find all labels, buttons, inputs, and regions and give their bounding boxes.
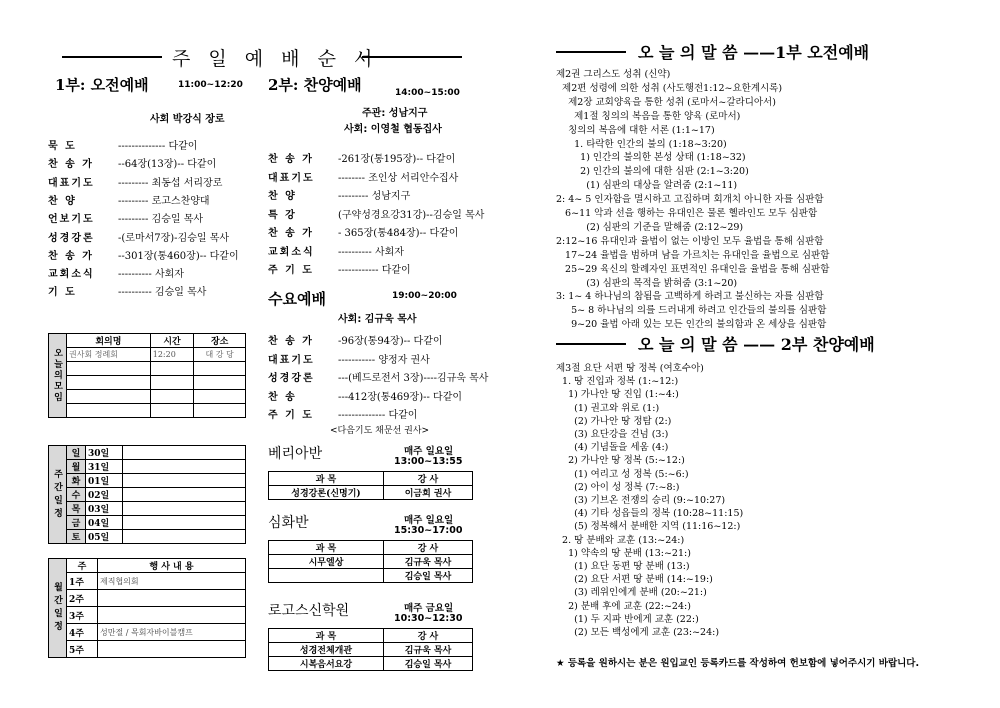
outline-line: (1) 권고와 위로 (1:) xyxy=(556,402,660,414)
order-value: -------------- 다같이 xyxy=(338,410,418,421)
class-name: 로고스신학원 xyxy=(268,603,350,619)
weekly-day: 월 xyxy=(67,460,86,474)
order-value: --------- 김승일 목사 xyxy=(118,214,204,226)
header2-rule xyxy=(556,343,626,345)
wed-presider: 사회: 김규욱 목사 xyxy=(338,314,417,325)
outline-line: 2) 분배 후에 교훈 (22:~24:) xyxy=(556,600,691,612)
order-label: 찬 양 xyxy=(268,191,297,202)
order-value: ---412장(통469장)-- 다같이 xyxy=(338,391,463,403)
order-label: 찬 송 가 xyxy=(268,228,314,239)
outline-line: (3) 심판의 목적을 밝혀줌 (3:1~20) xyxy=(556,277,738,289)
class-col-subject: 과 목 xyxy=(269,472,384,486)
monthly-col-week: 주 xyxy=(67,559,98,573)
order-label: 대표기도 xyxy=(268,354,315,366)
class-subject: 성경강론(신명기) xyxy=(269,486,384,500)
order-item xyxy=(268,261,411,276)
class-when: 매주 금요일 xyxy=(404,603,454,614)
outline-line: 제2권 그리스도 성취 (신약) xyxy=(556,69,671,80)
outline-line: (1) 심판의 대상을 알려줌 (2:1~11) xyxy=(556,180,738,192)
order-label: 기 도 xyxy=(48,287,77,299)
class-name: 심화반 xyxy=(268,515,309,531)
order-item xyxy=(268,351,430,366)
class-time: 15:30~17:00 xyxy=(394,525,463,536)
weekly-day: 수 xyxy=(67,488,86,502)
class-name: 베리아반 xyxy=(268,446,323,462)
outline-line: (3) 요단강을 건넘 (3:) xyxy=(556,429,669,440)
class-teacher: 김규욱 목사 xyxy=(384,643,473,657)
order-value: - 365장(통484장)-- 다같이 xyxy=(338,228,459,239)
outline-line: (4) 기념돌을 세움 (4:) xyxy=(556,442,669,454)
order-item xyxy=(48,192,210,207)
order-label: 교회소식 xyxy=(268,246,315,258)
order-label: 찬 송 가 xyxy=(48,159,94,171)
order-label: 성경강론 xyxy=(48,232,95,244)
order-value: -(로마서7장)-김승일 목사 xyxy=(118,232,230,244)
order-value: -------------- 다같이 xyxy=(118,141,198,152)
outline-line: 17~24 율법을 범하며 남을 가르치는 유대인을 율법으로 심판함 xyxy=(556,249,830,261)
class-time: 13:00~13:55 xyxy=(394,456,463,467)
order-item xyxy=(48,229,229,244)
monthly-col-event: 행 사 내 용 xyxy=(98,559,246,573)
class-col-subject: 과 목 xyxy=(269,629,384,643)
title-rule-left xyxy=(62,56,162,58)
weekly-date: 04일 xyxy=(86,516,123,530)
outline-line: (5) 정복해서 분배한 지역 (11:16~12:) xyxy=(556,521,741,533)
meeting-cell-place: 대 강 당 xyxy=(194,348,246,362)
wed-time: 19:00~20:00 xyxy=(392,291,457,301)
order-value: --------- 최동섭 서리장로 xyxy=(118,177,223,189)
meeting-header-place: 장소 xyxy=(194,334,246,348)
weekly-day: 목 xyxy=(67,502,86,516)
service2-name: 2부: 찬양예배 xyxy=(268,76,362,94)
weekly-date: 30일 xyxy=(86,446,123,460)
order-label: 묵 도 xyxy=(48,141,77,152)
outline-line: (1) 요단 동편 땅 분배 (13:) xyxy=(556,561,690,572)
outline-line: (4) 기타 성읍들의 정복 (10:28~11:15) xyxy=(556,508,744,520)
order-value: --64장(13장)-- 다같이 xyxy=(118,159,217,171)
monthly-week: 1주 xyxy=(67,573,98,590)
class-time: 10:30~12:30 xyxy=(394,613,463,624)
order-item xyxy=(48,137,197,152)
order-item xyxy=(48,265,184,280)
order-item xyxy=(48,174,222,189)
outline-line: 2) 인간의 불의에 대한 심판 (2:1~3:20) xyxy=(556,166,749,178)
weekly-day: 토 xyxy=(67,530,86,544)
order-label: 찬 양 xyxy=(48,195,77,207)
order-value: --------- 로고스찬양대 xyxy=(118,195,210,207)
order-item xyxy=(268,388,462,403)
weekly-event xyxy=(123,516,246,530)
monthly-week: 3주 xyxy=(67,607,98,624)
outline-line: 9~20 율법 아래 있는 모든 인간의 불의함과 온 세상을 심판함 xyxy=(556,319,827,331)
order-item xyxy=(268,224,458,239)
class-teacher: 김규욱 목사 xyxy=(384,555,473,569)
monthly-event xyxy=(98,607,246,624)
order-item xyxy=(268,243,404,258)
service1-presider: 사회 박강식 장로 xyxy=(150,114,225,125)
outline-line: 제2편 성령에 의한 성취 (사도행전1:12~요한계시록) xyxy=(556,82,783,94)
order-label: 언보기도 xyxy=(48,214,95,226)
outline-line: 1) 가나안 땅 진입 (1:~4:) xyxy=(556,389,679,401)
order-label: 주 기 도 xyxy=(268,410,314,421)
class-table xyxy=(268,628,473,671)
order-item xyxy=(268,169,458,184)
order-label: 특 강 xyxy=(268,209,297,221)
service2-time: 14:00~15:00 xyxy=(395,88,460,98)
order-value: ---(베드로전서 3장)----김규욱 목사 xyxy=(338,373,489,384)
weekly-side-label: 주간일정 xyxy=(49,446,67,544)
weekly-day: 화 xyxy=(67,474,86,488)
weekly-event xyxy=(123,502,246,516)
order-value: ---------- 사회자 xyxy=(338,246,404,258)
monthly-side-label: 월간일정 xyxy=(49,559,67,658)
outline-line: (1) 여리고 성 정복 (5:~6:) xyxy=(556,468,689,480)
outline-line: 제3절 요단 서편 땅 정복 (여호수아) xyxy=(556,363,704,374)
order-item xyxy=(268,369,488,384)
class-teacher: 김승일 목사 xyxy=(384,569,473,583)
class-subject: 시무엘상 xyxy=(269,555,384,569)
weekly-date: 05일 xyxy=(86,530,123,544)
weekly-date: 01일 xyxy=(86,474,123,488)
outline-line: 1) 인간의 불의한 본성 상태 (1:18~32) xyxy=(556,152,746,164)
meeting-cell-time: 12:20 xyxy=(150,348,194,362)
outline-line: 5~ 8 하나님의 의를 드러내게 하려고 인간들의 불의를 심판함 xyxy=(556,305,827,317)
order-item xyxy=(268,332,443,347)
outline-line: 2:12~16 유대인과 율법이 없는 이방인 모두 율법을 통해 심판함 xyxy=(556,235,824,247)
order-label: 찬 송 xyxy=(268,391,297,403)
monthly-event xyxy=(98,641,246,658)
weekly-day: 일 xyxy=(67,446,86,460)
weekly-event xyxy=(123,474,246,488)
outline-line: (2) 아이 성 정복 (7:~8:) xyxy=(556,481,680,493)
monthly-week: 5주 xyxy=(67,641,98,658)
meeting-side-label: 오늘의모임 xyxy=(49,334,67,418)
order-value: -------- 조인상 서리안수집사 xyxy=(338,172,459,184)
weekly-table xyxy=(48,445,246,544)
outline-line: (1) 두 지파 반에게 교훈 (22:) xyxy=(556,613,699,625)
order-label: 대표기도 xyxy=(268,172,315,184)
monthly-table xyxy=(48,558,246,658)
monthly-event: 성만절 / 목회자바이블캠프 xyxy=(98,624,246,641)
outline-line: 3: 1~ 4 하나님의 참됨을 고백하게 하려고 불신하는 자를 심판함 xyxy=(556,291,824,303)
weekly-event xyxy=(123,488,246,502)
class-when: 매주 일요일 xyxy=(404,446,454,457)
weekly-event xyxy=(123,460,246,474)
weekly-date: 02일 xyxy=(86,488,123,502)
weekly-event xyxy=(123,530,246,544)
order-item xyxy=(48,247,239,262)
weekly-date: 31일 xyxy=(86,460,123,474)
prayer-note: <다음기도 채문선 권사> xyxy=(330,426,430,436)
meeting-header-time: 시간 xyxy=(150,334,194,348)
outline-line: 1. 타락한 인간의 불의 (1:18~3:20) xyxy=(556,138,727,150)
order-value: ---------- 김승일 목사 xyxy=(118,287,207,299)
service1-time: 11:00~12:20 xyxy=(178,80,243,90)
class-table xyxy=(268,471,473,500)
outline-line: (3) 기브온 전쟁의 승리 (9:~10:27) xyxy=(556,495,726,506)
class-subject: 시복음서요강 xyxy=(269,657,384,671)
order-label: 찬 송 가 xyxy=(268,336,314,347)
outline-line: (2) 가나안 땅 정탐 (2:) xyxy=(556,415,672,427)
order-item xyxy=(268,187,410,202)
outline-line: 1) 약속의 땅 분배 (13:~21:) xyxy=(556,547,691,559)
monthly-week: 2주 xyxy=(67,590,98,607)
monthly-week: 4주 xyxy=(67,624,98,641)
meeting-cell-name: 권사회 정례회 xyxy=(67,348,151,362)
order-label: 대표기도 xyxy=(48,177,95,189)
class-col-subject: 과 목 xyxy=(269,541,384,555)
header1-rule xyxy=(556,51,626,53)
service2-host: 주관: 성남지구 xyxy=(362,108,428,119)
order-value: --------- 성남지구 xyxy=(338,191,411,202)
outline-line: 2) 가나안 땅 정복 (5:~12:) xyxy=(556,455,685,467)
outline-line: (2) 심판의 기준을 말해줌 (2:12~29) xyxy=(556,221,744,233)
class-subject: 성경전체개관 xyxy=(269,643,384,657)
order-item xyxy=(268,150,455,165)
registration-note: ★ 등록을 원하시는 분은 원입교인 등록카드를 작성하여 헌보함에 넣어주시기 바랍니다. xyxy=(556,658,920,669)
order-label: 주 기 도 xyxy=(268,265,314,276)
class-col-teacher: 강 사 xyxy=(384,629,473,643)
meeting-header-name: 회의명 xyxy=(67,334,151,348)
class-teacher: 김승일 목사 xyxy=(384,657,473,671)
outline-line: 제2장 교회양육을 통한 성취 (로마서~갈라디아서) xyxy=(556,96,776,108)
outline-line: (2) 요단 서편 땅 분배 (14:~19:) xyxy=(556,574,713,586)
monthly-event xyxy=(98,590,246,607)
class-when: 매주 일요일 xyxy=(404,515,454,526)
order-label: 찬 송 가 xyxy=(268,154,314,165)
monthly-event: 제직협의회 xyxy=(98,573,246,590)
outline-line: 6~11 악과 선을 행하는 유대인은 물론 헬라인도 모두 심판함 xyxy=(556,208,818,219)
outline-line: 25~29 육신의 할례자인 표면적인 유대인을 율법을 통해 심판함 xyxy=(556,263,830,275)
order-label: 찬 송 가 xyxy=(48,250,94,262)
order-value: ---------- 사회자 xyxy=(118,269,184,281)
class-col-teacher: 강 사 xyxy=(384,472,473,486)
word-header-1: 오 늘 의 말 씀 ——1부 오전예배 xyxy=(638,43,870,62)
outline-line: (3) 레위인에게 분배 (20:~21:) xyxy=(556,587,707,599)
title-rule-right xyxy=(362,56,462,58)
class-subject xyxy=(269,569,384,583)
class-col-teacher: 강 사 xyxy=(384,541,473,555)
page-title: 주 일 예 배 순 서 xyxy=(172,48,379,70)
order-item xyxy=(268,406,417,421)
word-header-2: 오 늘 의 말 씀 —— 2부 찬양예배 xyxy=(638,335,875,354)
outline-line: 1. 땅 진입과 정복 (1:~12:) xyxy=(556,376,679,388)
order-label: 성경강론 xyxy=(268,373,315,384)
service1-name: 1부: 오전예배 xyxy=(55,76,149,94)
order-item xyxy=(48,210,203,225)
outline-line: 제1절 칭의의 복음을 통한 양육 (로마서) xyxy=(556,110,741,122)
weekly-event xyxy=(123,446,246,460)
outline-line: 2: 4~ 5 인자함을 멸시하고 고집하며 회개치 아니한 자를 심판함 xyxy=(556,194,824,206)
outline-line: (2) 모든 백성에게 교훈 (23:~24:) xyxy=(556,627,720,638)
order-value: -261장(통195장)-- 다같이 xyxy=(338,154,456,165)
order-label: 교회소식 xyxy=(48,269,95,281)
service2-presider: 사회: 이영철 협동집사 xyxy=(344,124,442,135)
class-table xyxy=(268,540,473,583)
weekly-date: 03일 xyxy=(86,502,123,516)
order-item xyxy=(48,283,206,298)
order-value: (구약성경요강31강)--김승일 목사 xyxy=(338,209,485,221)
class-teacher: 이금희 권사 xyxy=(384,486,473,500)
weekly-day: 금 xyxy=(67,516,86,530)
outline-line: 칭의의 복음에 대한 서론 (1:1~17) xyxy=(556,124,715,136)
order-value: ----------- 양정자 권사 xyxy=(338,354,430,366)
order-item xyxy=(268,206,484,221)
order-value: ------------ 다같이 xyxy=(338,265,411,276)
meeting-table xyxy=(48,333,246,418)
order-value: -96장(통94장)-- 다같이 xyxy=(338,336,443,347)
order-value: --301장(통460장)-- 다같이 xyxy=(118,250,239,262)
wed-name: 수요예배 xyxy=(268,290,326,308)
outline-line: 2. 땅 분배와 교훈 (13:~24:) xyxy=(556,534,685,546)
order-item xyxy=(48,155,216,170)
